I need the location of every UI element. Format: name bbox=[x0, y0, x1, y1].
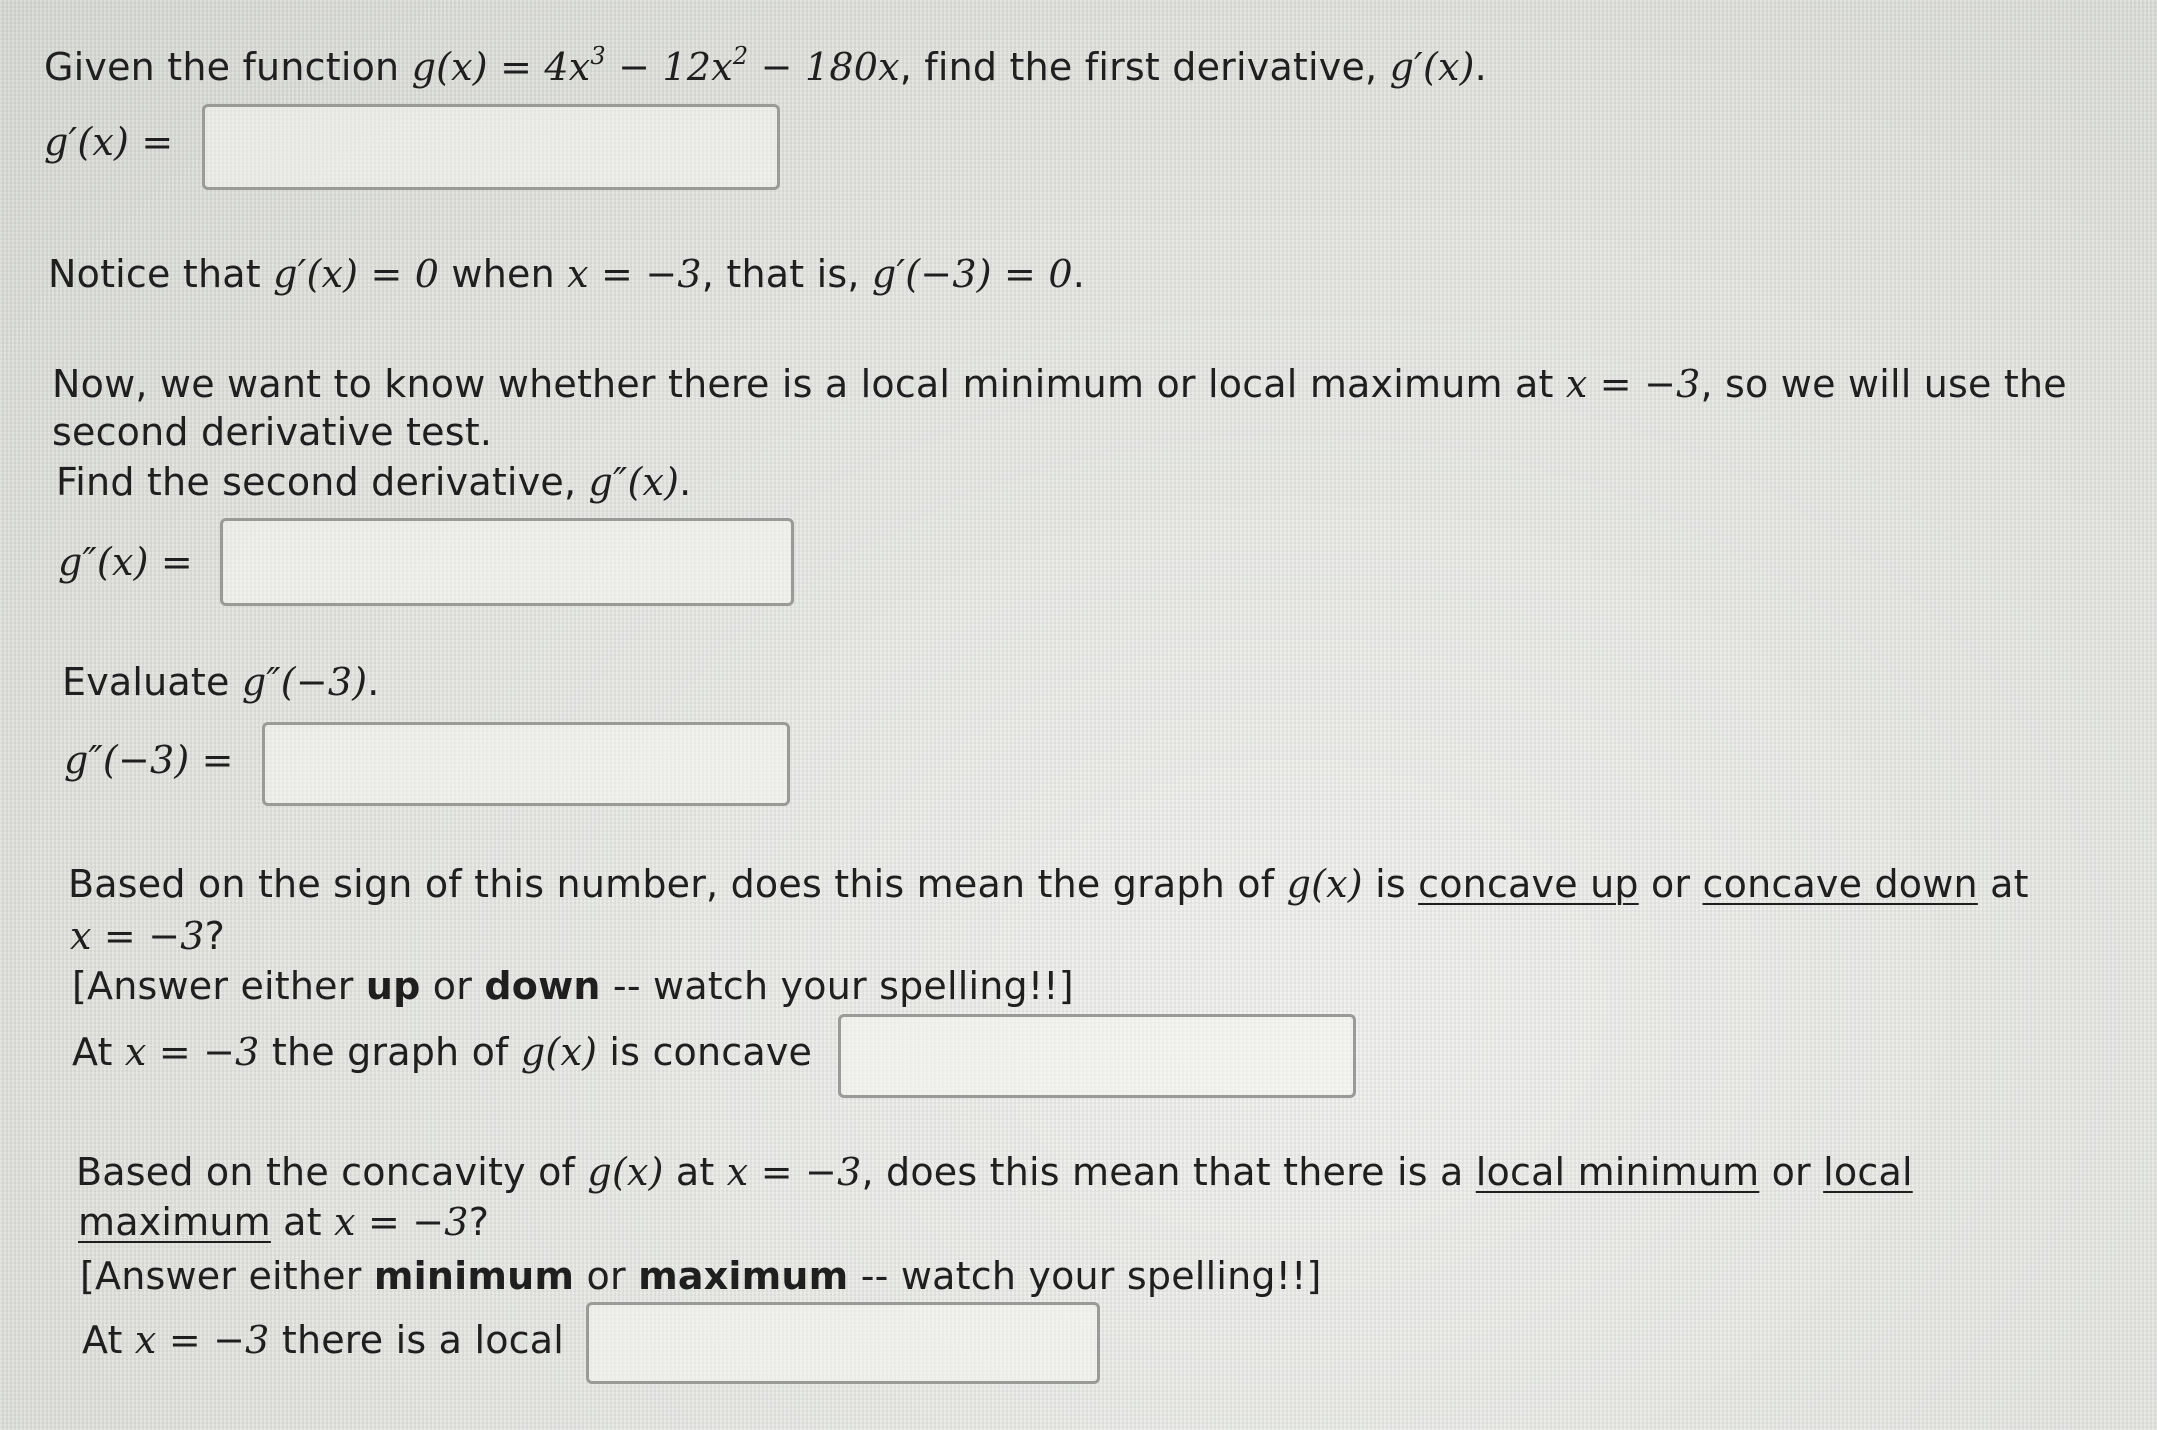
function-expression: $g(x) = 4x^3 - 12x^2 - 180x$ bbox=[411, 42, 900, 89]
second-derivative-label: g″(x) = bbox=[58, 540, 193, 584]
concavity-input[interactable] bbox=[838, 1014, 1356, 1098]
concave-up-link[interactable]: concave up bbox=[1418, 862, 1639, 906]
question-3-prompt: Evaluate g″(−3). bbox=[62, 660, 380, 704]
question-2-line-2: second derivative test. bbox=[52, 410, 493, 454]
first-derivative-label: g′(x) = bbox=[44, 120, 174, 164]
local-maximum-link-part-2[interactable]: maximum bbox=[78, 1200, 271, 1244]
question-5-instructions: [Answer either minimum or maximum -- watch your spelling!!] bbox=[80, 1254, 1322, 1298]
notice-text: Notice that g′(x) = 0 when x = −3, that is, g′(−3) = 0. bbox=[48, 252, 1085, 296]
local-minimum-link[interactable]: local minimum bbox=[1475, 1150, 1760, 1194]
question-5-line-2: maximum at x = −3? bbox=[78, 1200, 490, 1244]
question-4-line-2: x = −3? bbox=[70, 914, 226, 958]
concave-down-link[interactable]: concave down bbox=[1702, 862, 1978, 906]
question-4-answer-label: At x = −3 the graph of g(x) is concave bbox=[72, 1030, 813, 1074]
local-maximum-link-part-1[interactable]: local bbox=[1823, 1150, 1913, 1194]
extremum-input[interactable] bbox=[586, 1302, 1100, 1384]
evaluate-input[interactable] bbox=[262, 722, 790, 806]
question-5-line-1: Based on the concavity of g(x) at x = −3, does this mean that there is a local minimum or local bbox=[76, 1150, 1913, 1194]
question-4-line-1: Based on the sign of this number, does this mean the graph of g(x) is concave up or concave down at bbox=[68, 862, 2029, 906]
first-derivative-input[interactable] bbox=[202, 104, 780, 190]
question-1-prompt: Given the function $g(x) = 4x^3 - 12x^2 - 180x$, find the first derivative, g′(x). bbox=[44, 42, 1487, 89]
question-4-instructions: [Answer either up or down -- watch your spelling!!] bbox=[72, 964, 1074, 1008]
evaluate-label: g″(−3) = bbox=[64, 738, 234, 782]
second-derivative-input[interactable] bbox=[220, 518, 794, 606]
question-2-line-1: Now, we want to know whether there is a local minimum or local maximum at x = −3, so we will use the bbox=[52, 362, 2067, 406]
question-5-answer-label: At x = −3 there is a local bbox=[82, 1318, 564, 1362]
question-2-line-3: Find the second derivative, g″(x). bbox=[56, 460, 692, 504]
